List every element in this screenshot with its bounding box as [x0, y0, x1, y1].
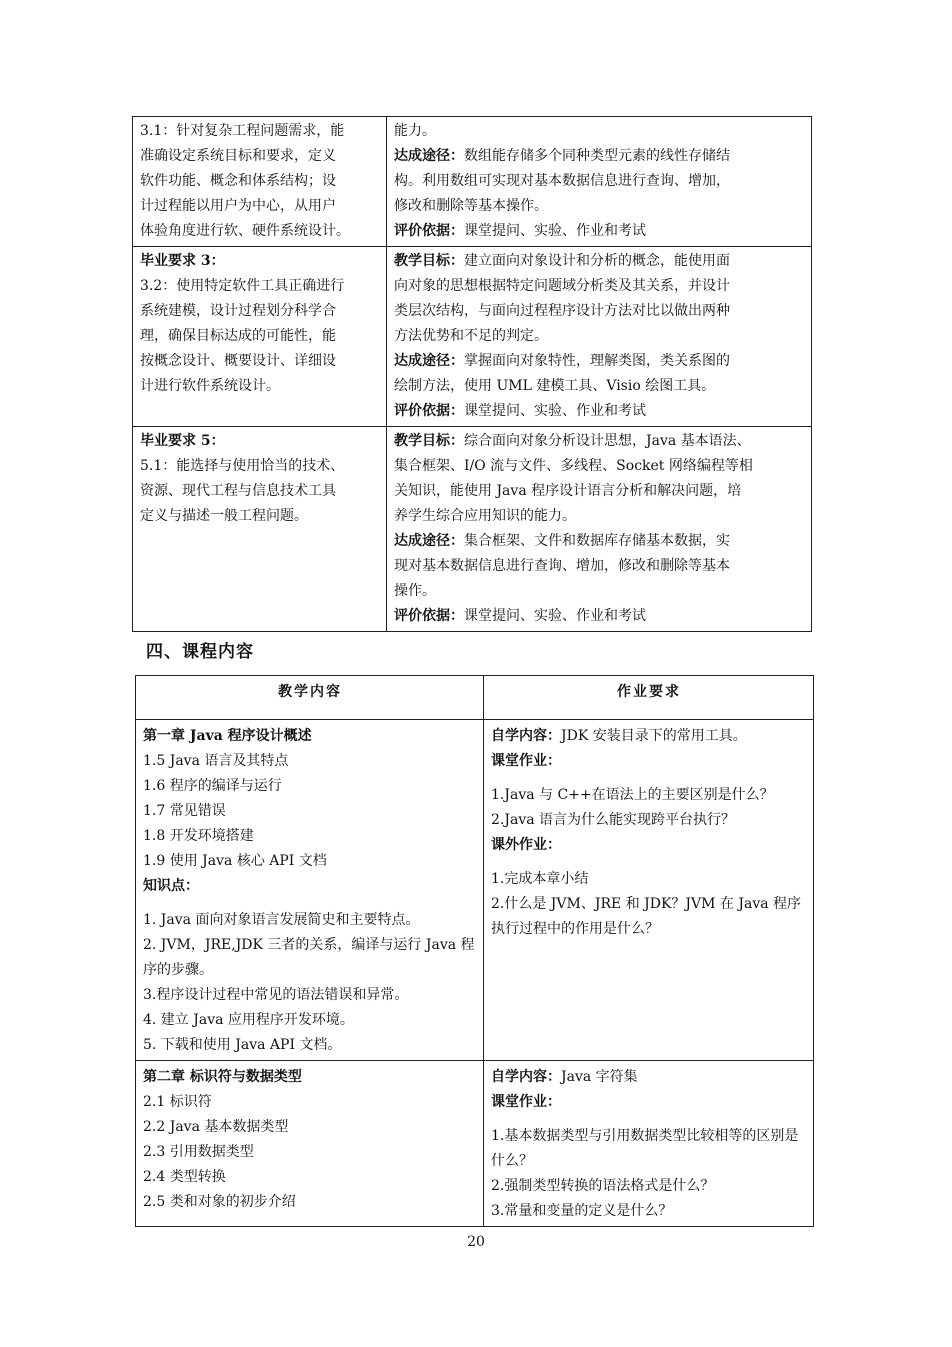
assignment-cell [484, 720, 814, 1061]
table-row [136, 720, 814, 1061]
page-number: 20 [467, 1234, 485, 1250]
text-line: 构。利用数组可实现对基本数据信息进行查询、增加， [394, 173, 730, 189]
text-line: 评价依据：课堂提问、实验、作业和考试 [394, 223, 646, 239]
chapter-title: 第一章 Java 程序设计概述 [143, 728, 312, 744]
class-work-item: 2.Java 语言为什么能实现跨平台执行？ [491, 812, 736, 828]
section-item: 1.8 开发环境搭建 [143, 828, 254, 844]
text-line: 按概念设计、概要设计、详细设 [140, 353, 336, 369]
objective-cell [387, 427, 812, 632]
knowledge-item: 4. 建立 Java 应用程序开发环境。 [143, 1012, 354, 1028]
class-work-item: 1.Java 与 C++在语法上的主要区别是什么？ [491, 787, 774, 803]
text-line: 现对基本数据信息进行查询、增加，修改和删除等基本 [394, 558, 730, 574]
self-study: 自学内容：Java 字符集 [491, 1069, 638, 1085]
text-line: 操作。 [394, 583, 436, 599]
section-item: 2.5 类和对象的初步介绍 [143, 1194, 296, 1210]
text-line: 集合框架、I/O 流与文件、多线程、Socket 网络编程等相 [394, 458, 753, 474]
section-item: 1.7 常见错误 [143, 803, 226, 819]
knowledge-item: 2. JVM，JRE,JDK 三者的关系，编译与运行 Java 程序的步骤。 [143, 937, 475, 978]
text-line: 评价依据：课堂提问、实验、作业和考试 [394, 608, 646, 624]
objective-cell [387, 117, 812, 247]
section-title: 四、课程内容 [146, 642, 254, 662]
table-row [133, 117, 812, 247]
extra-work-item: 2.什么是 JVM、JRE 和 JDK？JVM 在 Java 程序执行过程中的作用是什么？ [491, 896, 802, 937]
extra-work-label: 课外作业： [491, 837, 561, 853]
content-table [135, 675, 814, 1227]
section-item: 1.6 程序的编译与运行 [143, 778, 282, 794]
column-header: 教学内容 [136, 676, 484, 720]
text-line: 理，确保目标达成的可能性，能 [140, 328, 336, 344]
self-study: 自学内容：JDK 安装目录下的常用工具。 [491, 728, 747, 744]
requirement-title: 毕业要求 5： [140, 433, 225, 449]
class-work-label: 课堂作业： [491, 753, 561, 769]
class-work-label: 课堂作业： [491, 1094, 561, 1110]
class-work-item: 1.基本数据类型与引用数据类型比较相等的区别是什么？ [491, 1128, 799, 1169]
requirement-cell [133, 427, 387, 632]
text-line: 3.2：使用特定软件工具正确进行 [140, 278, 345, 294]
section-item: 2.1 标识符 [143, 1094, 212, 1110]
text-line: 教学目标：综合面向对象分析设计思想，Java 基本语法、 [394, 433, 751, 449]
text-line: 体验角度进行软、硬件系统设计。 [140, 223, 350, 239]
class-work-item: 2.强制类型转换的语法格式是什么？ [491, 1178, 715, 1194]
text-line: 资源、现代工程与信息技术工具 [140, 483, 336, 499]
knowledge-item: 1. Java 面向对象语言发展简史和主要特点。 [143, 912, 420, 928]
text-line: 绘制方法，使用 UML 建模工具、Visio 绘图工具。 [394, 378, 716, 394]
text-line: 方法优势和不足的判定。 [394, 328, 548, 344]
table-header-row [136, 676, 814, 720]
text-line: 计过程能以用户为中心，从用户 [140, 198, 336, 214]
text-line: 关知识，能使用 Java 程序设计语言分析和解决问题，培 [394, 483, 742, 499]
requirement-title: 毕业要求 3： [140, 253, 225, 269]
class-work-item: 3.常量和变量的定义是什么？ [491, 1203, 673, 1219]
text-line: 软件功能、概念和体系结构；设 [140, 173, 336, 189]
objectives-table [132, 116, 812, 632]
text-line: 达成途径：集合框架、文件和数据库存储基本数据，实 [394, 533, 730, 549]
assignment-cell [484, 1061, 814, 1227]
text-line: 评价依据：课堂提问、实验、作业和考试 [394, 403, 646, 419]
text-line: 系统建模，设计过程划分科学合 [140, 303, 336, 319]
text-line: 5.1：能选择与使用恰当的技术、 [140, 458, 345, 474]
section-item: 2.2 Java 基本数据类型 [143, 1119, 289, 1135]
section-item: 1.5 Java 语言及其特点 [143, 753, 289, 769]
text-line: 定义与描述一般工程问题。 [140, 508, 308, 524]
text-line: 教学目标：建立面向对象设计和分析的概念，能使用面 [394, 253, 730, 269]
text-line: 计进行软件系统设计。 [140, 378, 280, 394]
table-row [133, 427, 812, 632]
knowledge-item: 3.程序设计过程中常见的语法错误和异常。 [143, 987, 409, 1003]
text-line: 类层次结构，与面向过程程序设计方法对比以做出两种 [394, 303, 730, 319]
objective-cell [387, 247, 812, 427]
text-line: 能力。 [394, 123, 436, 139]
knowledge-label: 知识点： [143, 878, 199, 894]
text-line: 达成途径：数组能存储多个同种类型元素的线性存储结 [394, 148, 730, 164]
text-line: 3.1：针对复杂工程问题需求，能 [140, 123, 345, 139]
requirement-cell [133, 247, 387, 427]
requirement-cell [133, 117, 387, 247]
text-line: 达成途径：掌握面向对象特性，理解类图，类关系图的 [394, 353, 730, 369]
teaching-content-cell [136, 1061, 484, 1227]
section-item: 2.4 类型转换 [143, 1169, 226, 1185]
table-row [136, 1061, 814, 1227]
text-line: 准确设定系统目标和要求，定义 [140, 148, 336, 164]
column-header: 作业要求 [484, 676, 814, 720]
text-line: 修改和删除等基本操作。 [394, 198, 548, 214]
text-line: 养学生综合应用知识的能力。 [394, 508, 576, 524]
teaching-content-cell [136, 720, 484, 1061]
table-row [133, 247, 812, 427]
text-line: 向对象的思想根据特定问题域分析类及其关系，并设计 [394, 278, 730, 294]
section-item: 2.3 引用数据类型 [143, 1144, 254, 1160]
chapter-title: 第二章 标识符与数据类型 [143, 1069, 302, 1085]
extra-work-item: 1.完成本章小结 [491, 871, 589, 887]
section-item: 1.9 使用 Java 核心 API 文档 [143, 853, 327, 869]
knowledge-item: 5. 下载和使用 Java API 文档。 [143, 1037, 342, 1053]
